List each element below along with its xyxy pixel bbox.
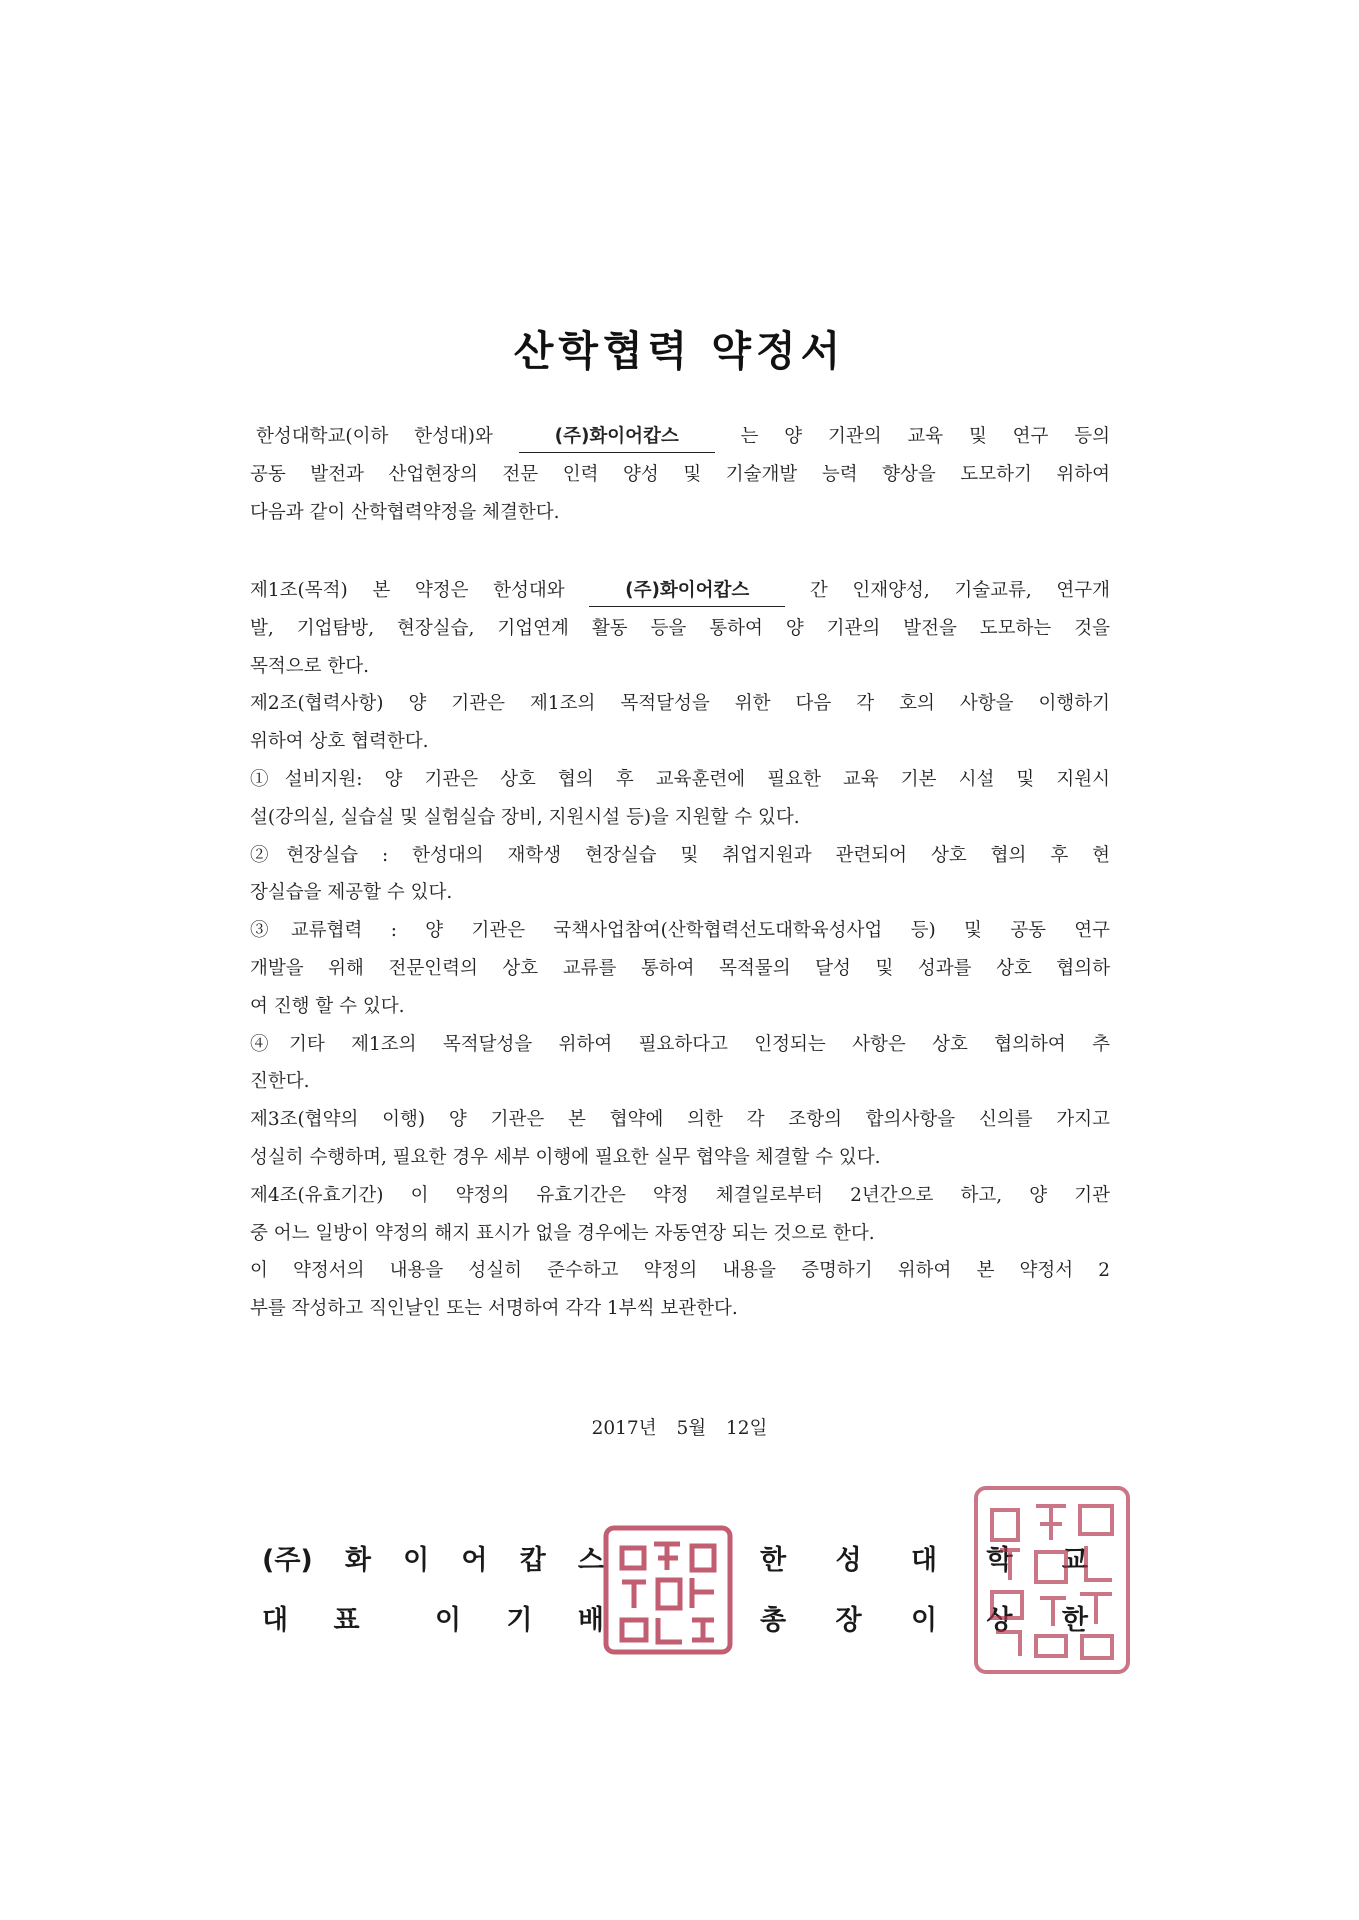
agreement-date: 2017년 5월 12일 bbox=[591, 1418, 768, 1439]
article-line: 개발을 위해 전문인력의 상호 교류를 통하여 목적물의 달성 및 성과를 상호 협의하 bbox=[250, 957, 1110, 979]
article-line: 중 어느 일방이 약정의 해지 표시가 없을 경우에는 자동연장 되는 것으로 한다. bbox=[250, 1222, 875, 1244]
intro-line-2: 공동 발전과 산업현장의 전문 인력 양성 및 기술개발 능력 향상을 도모하기 위하여 bbox=[250, 463, 1110, 485]
company-representative: 대 표 이 기 배 bbox=[262, 1605, 604, 1636]
company-name-signature: (주) 화 이 어 캅 스 bbox=[262, 1545, 604, 1576]
article-line: 이 약정서의 내용을 성실히 준수하고 약정의 내용을 증명하기 위하여 본 약정서 2 bbox=[250, 1260, 1110, 1282]
article-line: 성실히 수행하며, 필요한 경우 세부 이행에 필요한 실무 협약을 체결할 수 있다. bbox=[250, 1146, 881, 1168]
university-president: 총 장 이 상 한 bbox=[760, 1605, 1088, 1636]
university-name-signature: 한 성 대 학 교 bbox=[760, 1545, 1088, 1576]
university-seal-stamp bbox=[970, 1480, 1135, 1680]
article-line: 제3조(협약의 이행) 양 기관은 본 협약에 의한 각 조항의 합의사항을 신의를 가지고 bbox=[250, 1109, 1110, 1131]
article-line: ④기타 제1조의 목적달성을 위하여 필요하다고 인정되는 사항은 상호 협의하여 추 bbox=[250, 1033, 1110, 1055]
article-line: 진한다. bbox=[250, 1071, 310, 1093]
article-line: ②현장실습 : 한성대의 재학생 현장실습 및 취업지원과 관련되어 상호 협의 후 현 bbox=[250, 844, 1110, 866]
article-1-line-2: 발, 기업탐방, 현장실습, 기업연계 활동 등을 통하여 양 기관의 발전을 도모하는 것을 bbox=[250, 617, 1110, 639]
intro-line-1: 한성대학교(이하 한성대)와 (주)화이어캅스 는 양 기관의 교육 및 연구 등의 bbox=[250, 418, 1110, 456]
company-name-blank: (주)화이어캅스 bbox=[589, 576, 785, 607]
company-seal-stamp bbox=[600, 1520, 736, 1660]
article-line: 설(강의실, 실습실 및 실험실습 장비, 지원시설 등)을 지원할 수 있다. bbox=[250, 806, 800, 828]
article-1-line-3: 목적으로 한다. bbox=[250, 655, 369, 677]
company-name-blank: (주)화이어캅스 bbox=[519, 422, 715, 453]
article-line: ①설비지원: 양 기관은 상호 협의 후 교육훈련에 필요한 교육 기본 시설 및 지원시 bbox=[250, 768, 1110, 790]
articles-section bbox=[250, 572, 1110, 1328]
intro-line-3: 다음과 같이 산학협력약정을 체결한다. bbox=[250, 501, 560, 523]
article-line: 제4조(유효기간) 이 약정의 유효기간은 약정 체결일로부터 2년간으로 하고, 양 기관 bbox=[250, 1184, 1110, 1206]
article-1-line-1: 제1조(목적) 본 약정은 한성대와 (주)화이어캅스 간 인재양성, 기술교류, 연구개 bbox=[250, 572, 1110, 610]
intro-paragraph bbox=[250, 418, 1110, 531]
document-title: 산학협력 약정서 bbox=[513, 327, 846, 375]
article-line: 부를 작성하고 직인날인 또는 서명하여 각각 1부씩 보관한다. bbox=[250, 1298, 738, 1320]
article-line: 제2조(협력사항) 양 기관은 제1조의 목적달성을 위한 다음 각 호의 사항을 이행하기 bbox=[250, 693, 1110, 715]
article-line: ③교류협력 : 양 기관은 국책사업참여(산학협력선도대학육성사업 등) 및 공동 연구 bbox=[250, 920, 1110, 942]
article-line: 위하여 상호 협력한다. bbox=[250, 731, 429, 753]
article-line: 여 진행 할 수 있다. bbox=[250, 995, 405, 1017]
article-line: 장실습을 제공할 수 있다. bbox=[250, 882, 453, 904]
